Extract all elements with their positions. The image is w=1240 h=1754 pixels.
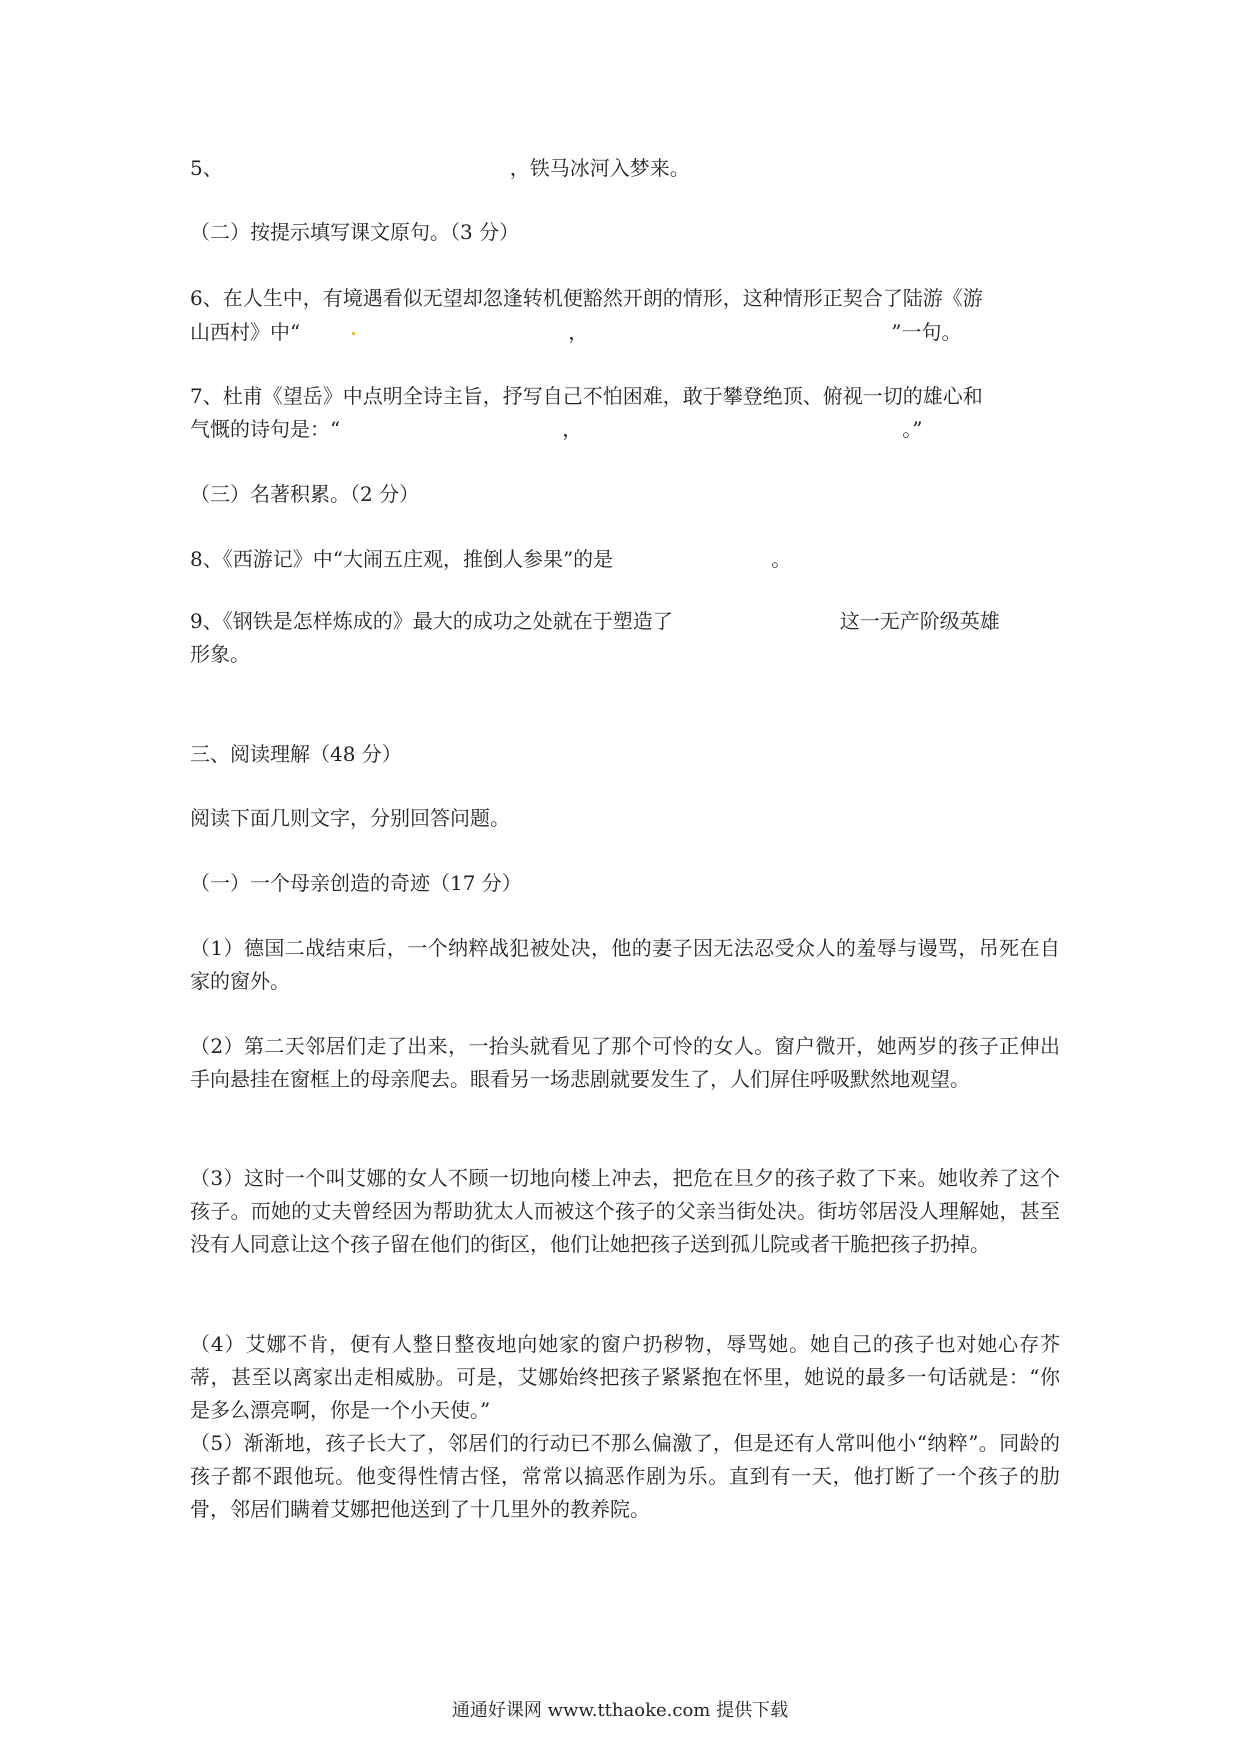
paragraph-3: （3）这时一个叫艾娜的女人不顾一切地向楼上冲去，把危在旦夕的孩子救了下来。她收养了这个孩子。而她的丈夫曾经因为帮助犹太人而被这个孩子的父亲当街处决。街坊邻居没人理解她，甚至没有人同意让这个孩子留在他们的街区，他们让她把孩子送到孤儿院或者干脆把孩子扔掉。 <box>190 1166 1060 1256</box>
page-footer: 通通好课网 www.tthaoke.com 提供下载 <box>451 1700 789 1721</box>
q6-comma: ， <box>568 320 589 344</box>
q9-line1 <box>190 605 1060 638</box>
q5-number: 5、 <box>190 156 223 180</box>
q9-line2: 形象。 <box>190 642 250 666</box>
q6-line2 <box>190 316 1060 349</box>
q7-suffix: 。” <box>902 417 923 441</box>
paragraph-1: （1）德国二战结束后，一个纳粹战犯被处决，他的妻子因无法忍受众人的羞辱与谩骂，吊死在自家的窗外。 <box>190 936 1060 993</box>
part-3-title: 三、阅读理解（48 分） <box>190 742 402 766</box>
q5-line <box>190 152 1060 185</box>
q6-prefix: 山西村》中“ <box>190 320 301 344</box>
q7-prefix: 气慨的诗句是：“ <box>190 417 341 441</box>
section-2-heading: （二）按提示填写课文原句。（3 分） <box>190 220 520 244</box>
paragraph-5: （5）渐渐地，孩子长大了，邻居们的行动已不那么偏激了，但是还有人常叫他小“纳粹”。同龄的孩子都不跟他玩。他变得性情古怪，常常以搞恶作剧为乐。直到有一天，他打断了一个孩子的肋骨，邻居们瞒着艾娜把他送到了十几里外的教养院。 <box>190 1431 1060 1521</box>
q7-line2 <box>190 413 1060 446</box>
paragraph-4: （4）艾娜不肯，便有人整日整夜地向她家的窗户扔秽物，辱骂她。她自己的孩子也对她心存芥蒂，甚至以离家出走相威胁。可是，艾娜始终把孩子紧紧抱在怀里，她说的最多一句话就是：“你是多么漂亮啊，你是一个小天使。” <box>190 1332 1060 1422</box>
q6-suffix: ”一句。 <box>891 320 962 344</box>
passage-title: （一）一个母亲创造的奇迹（17 分） <box>190 871 522 895</box>
q7-line1: 7、杜甫《望岳》中点明全诗主旨，抒写自己不怕困难，敢于攀登绝顶、俯视一切的雄心和 <box>190 384 983 408</box>
q6-mark <box>352 332 355 335</box>
q8-line <box>190 543 1060 576</box>
reading-instruction: 阅读下面几则文字，分别回答问题。 <box>190 806 510 830</box>
q9-text: 9、《钢铁是怎样炼成的》最大的成功之处就在于塑造了 <box>190 609 673 633</box>
q5-text: ，铁马冰河入梦来。 <box>509 156 690 180</box>
q8-period: 。 <box>771 547 792 571</box>
q9-text-b: 这一无产阶级英雄 <box>839 609 1000 633</box>
section-3-heading: （三）名著积累。（2 分） <box>190 482 420 506</box>
q6-line1: 6、在人生中，有境遇看似无望却忽逢转机便豁然开朗的情形，这种情形正契合了陆游《游 <box>190 286 983 310</box>
q8-text: 8、《西游记》中“大闹五庄观，推倒人参果”的是 <box>190 547 614 571</box>
paragraph-2: （2）第二天邻居们走了出来，一抬头就看见了那个可怜的女人。窗户微开，她两岁的孩子正伸出手向悬挂在窗框上的母亲爬去。眼看另一场悲剧就要发生了，人们屏住呼吸默然地观望。 <box>190 1034 1060 1091</box>
q7-comma: ， <box>562 417 583 441</box>
